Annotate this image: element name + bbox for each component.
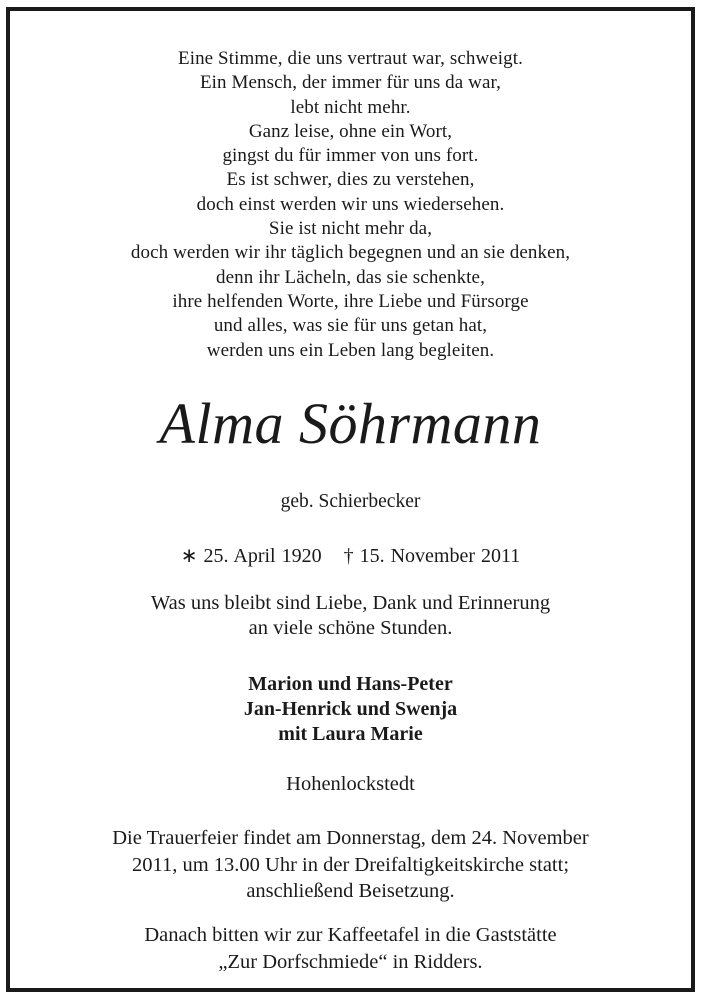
coffee-line: „Zur Dorfschmiede“ in Ridders.	[218, 950, 483, 973]
life-dates	[10, 542, 691, 570]
poem-line: doch werden wir ihr täglich begegnen und an sie denken,	[130, 242, 571, 264]
thanks-text	[10, 591, 691, 641]
coffee-reception-text	[10, 922, 691, 975]
poem-line: Ein Mensch, der immer für uns da war,	[199, 72, 502, 94]
poem-line: Eine Stimme, die uns vertraut war, schweigt.	[177, 48, 524, 69]
poem-line: denn ihr Lächeln, das sie schenkte,	[216, 266, 485, 288]
poem	[10, 47, 691, 363]
poem-line: lebt nicht mehr.	[290, 96, 411, 118]
obituary-frame	[6, 7, 695, 992]
thanks-line: an viele schöne Stunden.	[248, 617, 453, 639]
family-line: Jan-Henrick und Swenja	[243, 698, 458, 720]
service-line: 2011, um 13.00 Uhr in der Dreifaltigkeitskirche statt;	[131, 853, 570, 876]
poem-line: und alles, was sie für uns getan hat,	[213, 315, 488, 337]
poem-line: Es ist schwer, dies zu verstehen,	[226, 169, 475, 191]
poem-line: doch einst werden wir uns wiedersehen.	[196, 193, 505, 215]
family-line: mit Laura Marie	[278, 723, 423, 745]
poem-line: werden uns ein Leben lang begleiten.	[206, 339, 495, 361]
coffee-line: Danach bitten wir zur Kaffeetafel in die Gaststätte	[144, 924, 557, 946]
poem-line: Sie ist nicht mehr da,	[268, 218, 433, 240]
poem-line: Ganz leise, ohne ein Wort,	[248, 120, 453, 142]
place-name: Hohenlockstedt	[286, 773, 415, 795]
deceased-name: Alma Söhrmann	[159, 391, 542, 456]
birth-date: ∗ 25. April 1920	[180, 545, 322, 567]
poem-line: ihre helfenden Worte, ihre Liebe und Fürsorge	[172, 290, 529, 312]
family-names	[10, 672, 691, 747]
death-date: † 15. November 2011	[343, 545, 521, 567]
service-line: Die Trauerfeier findet am Donnerstag, dem 24. November	[112, 827, 589, 849]
thanks-line: Was uns bleibt sind Liebe, Dank und Erinnerung	[150, 592, 551, 614]
funeral-service-text	[10, 825, 691, 905]
family-line: Marion und Hans-Peter	[248, 673, 453, 695]
birth-name: geb. Schierbecker	[280, 491, 421, 512]
poem-line: gingst du für immer von uns fort.	[222, 145, 479, 167]
service-line: anschließend Beisetzung.	[246, 880, 455, 902]
